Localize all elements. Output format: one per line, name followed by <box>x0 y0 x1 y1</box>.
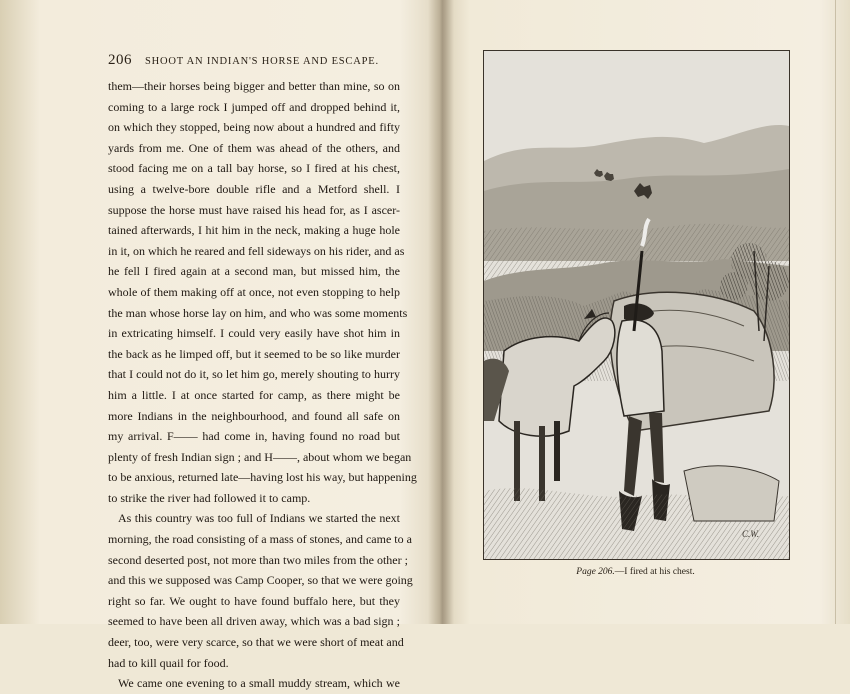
text-line: stood facing me on a tall bay horse, so I fired at his chest, <box>108 161 400 176</box>
text-line: plenty of fresh Indian sign ; and H——, about whom we began <box>108 449 412 464</box>
text-line: him a little. I at once started for camp, as there might be <box>108 387 400 402</box>
text-line: on which they stopped, being now about a hundred and fifty <box>108 120 400 135</box>
text-line: them—their horses being bigger and better than mine, so on <box>108 79 400 93</box>
text-line: tained afterwards, I hit him in the neck, making a huge hole <box>108 223 400 238</box>
text-line: he fell I fired again at a second man, but missed him, the <box>108 264 400 279</box>
text-line: right so far. We ought to have found buffalo here, but they <box>108 593 400 608</box>
illustration-plate <box>483 50 790 560</box>
artist-signature: C.W. <box>742 529 760 539</box>
text-line: second deserted post, not more than two miles from the other ; <box>108 552 408 567</box>
text-line: We came one evening to a small muddy stream, which we <box>118 676 400 691</box>
running-head-title: SHOOT AN INDIAN'S HORSE AND ESCAPE. <box>145 56 379 67</box>
caption-page-ref: Page 206. <box>576 567 615 577</box>
body-text <box>108 76 417 694</box>
text-line: the man whose horse lay on him, and who was some moments <box>108 305 408 320</box>
text-line: As this country was too full of Indians we started the next <box>118 511 400 526</box>
text-line: that I could not do it, so let him go, merely shouting to hurry <box>108 367 400 382</box>
text-line: in it, on which he reared and fell sideways on his rider, and as <box>108 243 405 258</box>
illustration-drawing <box>484 51 789 559</box>
text-line: had to kill quail for food. <box>108 655 229 670</box>
running-head <box>108 52 408 69</box>
text-line: whole of them making off at once, not even stopping to help <box>108 284 400 299</box>
text-line: suppose the horse must have raised his head for, as I ascer- <box>108 202 400 217</box>
page-edge <box>835 0 836 624</box>
text-line: using a twelve-bore double rifle and a Metford shell. I <box>108 181 400 196</box>
text-line: seemed to have been all driven away, which was a bad sign ; <box>108 614 400 629</box>
text-line: morning, the road consisting of a mass of stones, and came to a <box>108 532 412 547</box>
text-line: the back as he limped off, but it seemed to be so like murder <box>108 346 400 361</box>
text-line: to be anxious, returned late—having lost his way, but happening <box>108 470 417 485</box>
illustration-caption <box>483 567 788 577</box>
text-line: and this we supposed was Camp Cooper, so that we were going <box>108 573 413 588</box>
caption-text: —I fired at his chest. <box>614 567 695 577</box>
text-line: coming to a large rock I jumped off and dropped behind it, <box>108 99 400 114</box>
text-line: my arrival. F—— had come in, having found no road but <box>108 429 400 444</box>
text-line: yards from me. One of them was ahead of the others, and <box>108 140 400 155</box>
text-line: more Indians in the neighbourhood, and found all safe on <box>108 408 400 423</box>
text-line: deer, too, were very scarce, so that we were short of meat and <box>108 635 404 650</box>
page-number: 206 <box>108 52 132 68</box>
text-line: to strike the river had followed it to camp. <box>108 490 311 505</box>
text-line: in extricating himself. I could very easily have shot him in <box>108 326 400 341</box>
